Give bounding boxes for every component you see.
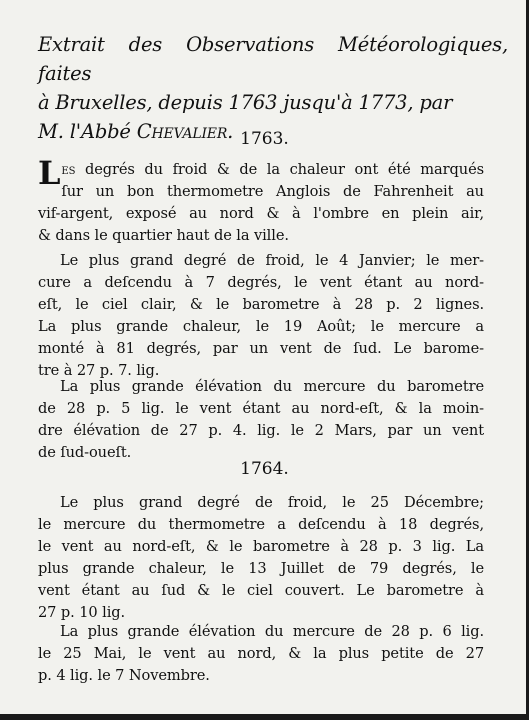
paragraph-line: Le plus grand degré de froid, le 4 Janvier; le mer- — [60, 252, 484, 269]
paragraph-line: ſur un bon thermometre Anglois de Fahrenheit au — [61, 183, 484, 201]
paragraph-line: La plus grande élévation du mercure du barometre — [60, 378, 484, 395]
paragraph-1764-2 — [38, 621, 484, 687]
paragraph-line: & dans le quartier haut de la ville. — [38, 227, 289, 245]
paragraph-line: vif-argent, exposé au nord & à l'ombre en plein air, — [38, 205, 484, 223]
title-line-1: Extrait des Observations Météorologiques, faites — [38, 33, 508, 85]
drop-cap-smallcaps: es — [61, 161, 76, 178]
paragraph-line: 27 p. 10 lig. — [38, 604, 126, 622]
paragraph-line: plus grande chaleur, le 13 Juillet de 79 degrés, le — [38, 560, 484, 578]
paragraph-line: le mercure du thermometre a deſcendu à 18 degrés, — [38, 516, 484, 534]
paragraph-line: La plus grande élévation du mercure de 28 p. 6 lig. — [60, 623, 484, 640]
paragraph-line: le 25 Mai, le vent au nord, & la plus petite de 27 — [38, 645, 484, 663]
paragraph-line: monté à 81 degrés, par un vent de ſud. Le barome- — [38, 340, 484, 358]
title-author-prefix: M. l'Abbé — [38, 120, 137, 143]
paragraph-line: de 28 p. 5 lig. le vent étant au nord-eſt, & la moin- — [38, 400, 484, 418]
drop-cap-letter: L — [38, 154, 61, 192]
paragraph-line: cure a deſcendu à 7 degrés, le vent étant au nord- — [38, 274, 484, 292]
paragraph-line: eſt, le ciel clair, & le barometre à 28 p. 2 lignes. — [38, 296, 484, 314]
paragraph-line-text: degrés du froid & de la chaleur ont été marqués — [75, 161, 484, 178]
paragraph-line: dre élévation de 27 p. 4. lig. le 2 Mars, par un vent — [38, 422, 484, 440]
title-author-name: Chevalier. — [136, 120, 234, 143]
paragraph-1764-1 — [38, 492, 484, 625]
paragraph-line: Le plus grand degré de froid, le 25 Décembre; — [60, 494, 484, 511]
paragraph-line: p. 4 lig. le 7 Novembre. — [38, 667, 210, 685]
paragraph-1763-2 — [38, 250, 484, 383]
paragraph-line: vent étant au ſud & le ciel couvert. Le barometre à — [38, 582, 484, 600]
year-heading-1764: 1764. — [240, 459, 289, 479]
title-line-2: à Bruxelles, depuis 1763 jusqu'à 1773, par — [38, 91, 453, 114]
paragraph-line: La plus grande chaleur, le 19 Août; le mercure a — [38, 318, 484, 336]
paragraph-line: tre à 27 p. 7. lig. — [38, 362, 160, 380]
paragraph-1763-3 — [38, 376, 484, 464]
paragraph-1763-1 — [38, 154, 484, 247]
paragraph-line: le vent au nord-eſt, & le barometre à 28 p. 3 lig. La — [38, 538, 484, 556]
year-heading-1763: 1763. — [240, 129, 289, 149]
paragraph-line: de ſud-oueſt. — [38, 444, 132, 462]
